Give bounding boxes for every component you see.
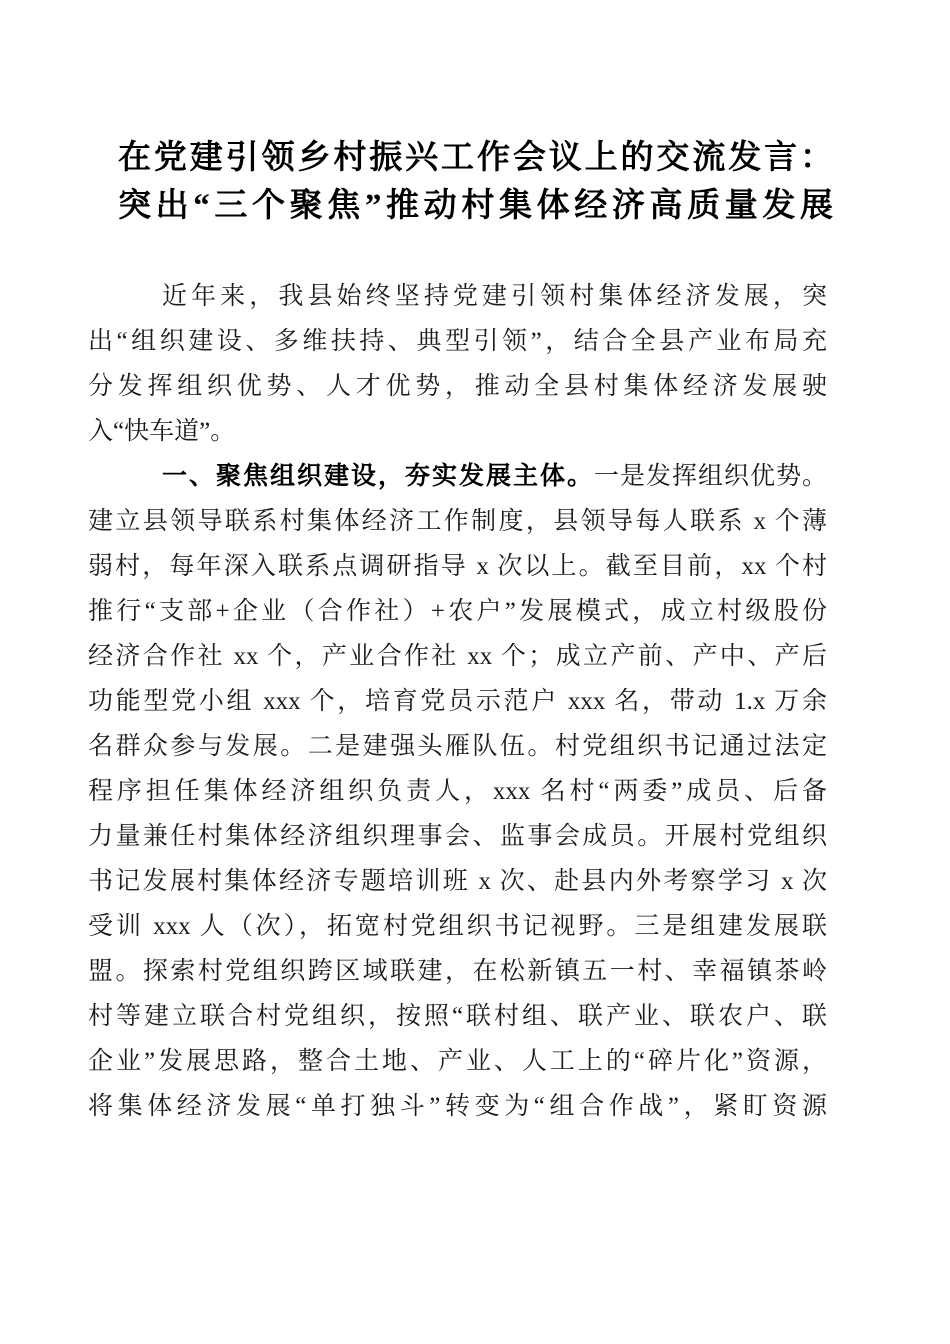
body-text: 书记发展村集体经济专题培训班 x 次、赴县内外考察学习 x 次	[88, 868, 827, 895]
section-heading-text: 一、聚焦组织建设，夯实发展主体。	[162, 462, 594, 490]
document-title	[118, 134, 833, 230]
body-text: 名群众参与发展。二是建强头雁队伍。村党组织书记通过法定	[88, 733, 827, 760]
body-text: 经济合作社 xx 个，产业合作社 xx 个；成立产前、产中、产后	[88, 643, 827, 670]
body-text: 村等建立联合村党组织，按照“联村组、联产业、联农户、联	[88, 1003, 827, 1030]
text-line	[88, 274, 827, 319]
body-text: 分发挥组织优势、人才优势，推动全县村集体经济发展驶	[88, 373, 827, 400]
body-text: 近年来，我县始终坚持党建引领村集体经济发展，突	[162, 283, 827, 310]
intro-paragraph	[88, 274, 827, 454]
text-line	[88, 994, 827, 1039]
text-line	[88, 634, 827, 679]
text-line	[88, 364, 827, 409]
body-text: 入“快车道”。	[88, 418, 236, 445]
text-line	[88, 544, 827, 589]
body-text: 力量兼任村集体经济组织理事会、监事会成员。开展村党组织	[88, 823, 827, 850]
body-text: 一是发挥组织优势。	[593, 463, 827, 490]
body-text: 出“组织建设、多维扶持、典型引领”，结合全县产业布局充	[88, 328, 827, 355]
text-line	[88, 319, 827, 364]
body-text: 功能型党小组 xxx 个，培育党员示范户 xxx 名，带动 1.x 万余	[88, 688, 827, 715]
text-line	[88, 769, 827, 814]
text-line	[88, 589, 827, 634]
body-text: 建立县领导联系村集体经济工作制度，县领导每人联系 x 个薄	[88, 508, 827, 535]
text-line	[88, 724, 827, 769]
body-text: 受训 xxx 人（次），拓宽村党组织书记视野。三是组建发展联	[88, 913, 827, 940]
text-line	[88, 499, 827, 544]
section-one-paragraph	[88, 454, 827, 1129]
body-text: 盟。探索村党组织跨区域联建，在松新镇五一村、幸福镇茶岭	[88, 958, 827, 985]
text-line	[88, 454, 827, 499]
text-line	[88, 949, 827, 994]
body-text: 弱村，每年深入联系点调研指导 x 次以上。截至目前，xx 个村	[88, 553, 827, 580]
body-text: 企业”发展思路，整合土地、产业、人工上的“碎片化”资源，	[88, 1048, 827, 1075]
body-text: 程序担任集体经济组织负责人，xxx 名村“两委”成员、后备	[88, 778, 827, 805]
text-line	[88, 859, 827, 904]
body-text: 将集体经济发展“单打独斗”转变为“组合作战”，紧盯资源	[88, 1093, 827, 1120]
body-text: 推行“支部+企业（合作社）+农户”发展模式，成立村级股份	[88, 598, 827, 625]
document-title-line-1: 在党建引领乡村振兴工作会议上的交流发言：	[118, 140, 833, 176]
text-line	[88, 1039, 827, 1084]
document-title-line-2: 突出“三个聚焦”推动村集体经济高质量发展	[118, 188, 833, 224]
text-line	[88, 814, 827, 859]
text-line	[88, 904, 827, 949]
text-line	[88, 409, 827, 454]
document-body	[88, 274, 827, 1129]
text-line	[88, 1084, 827, 1129]
text-line	[88, 679, 827, 724]
